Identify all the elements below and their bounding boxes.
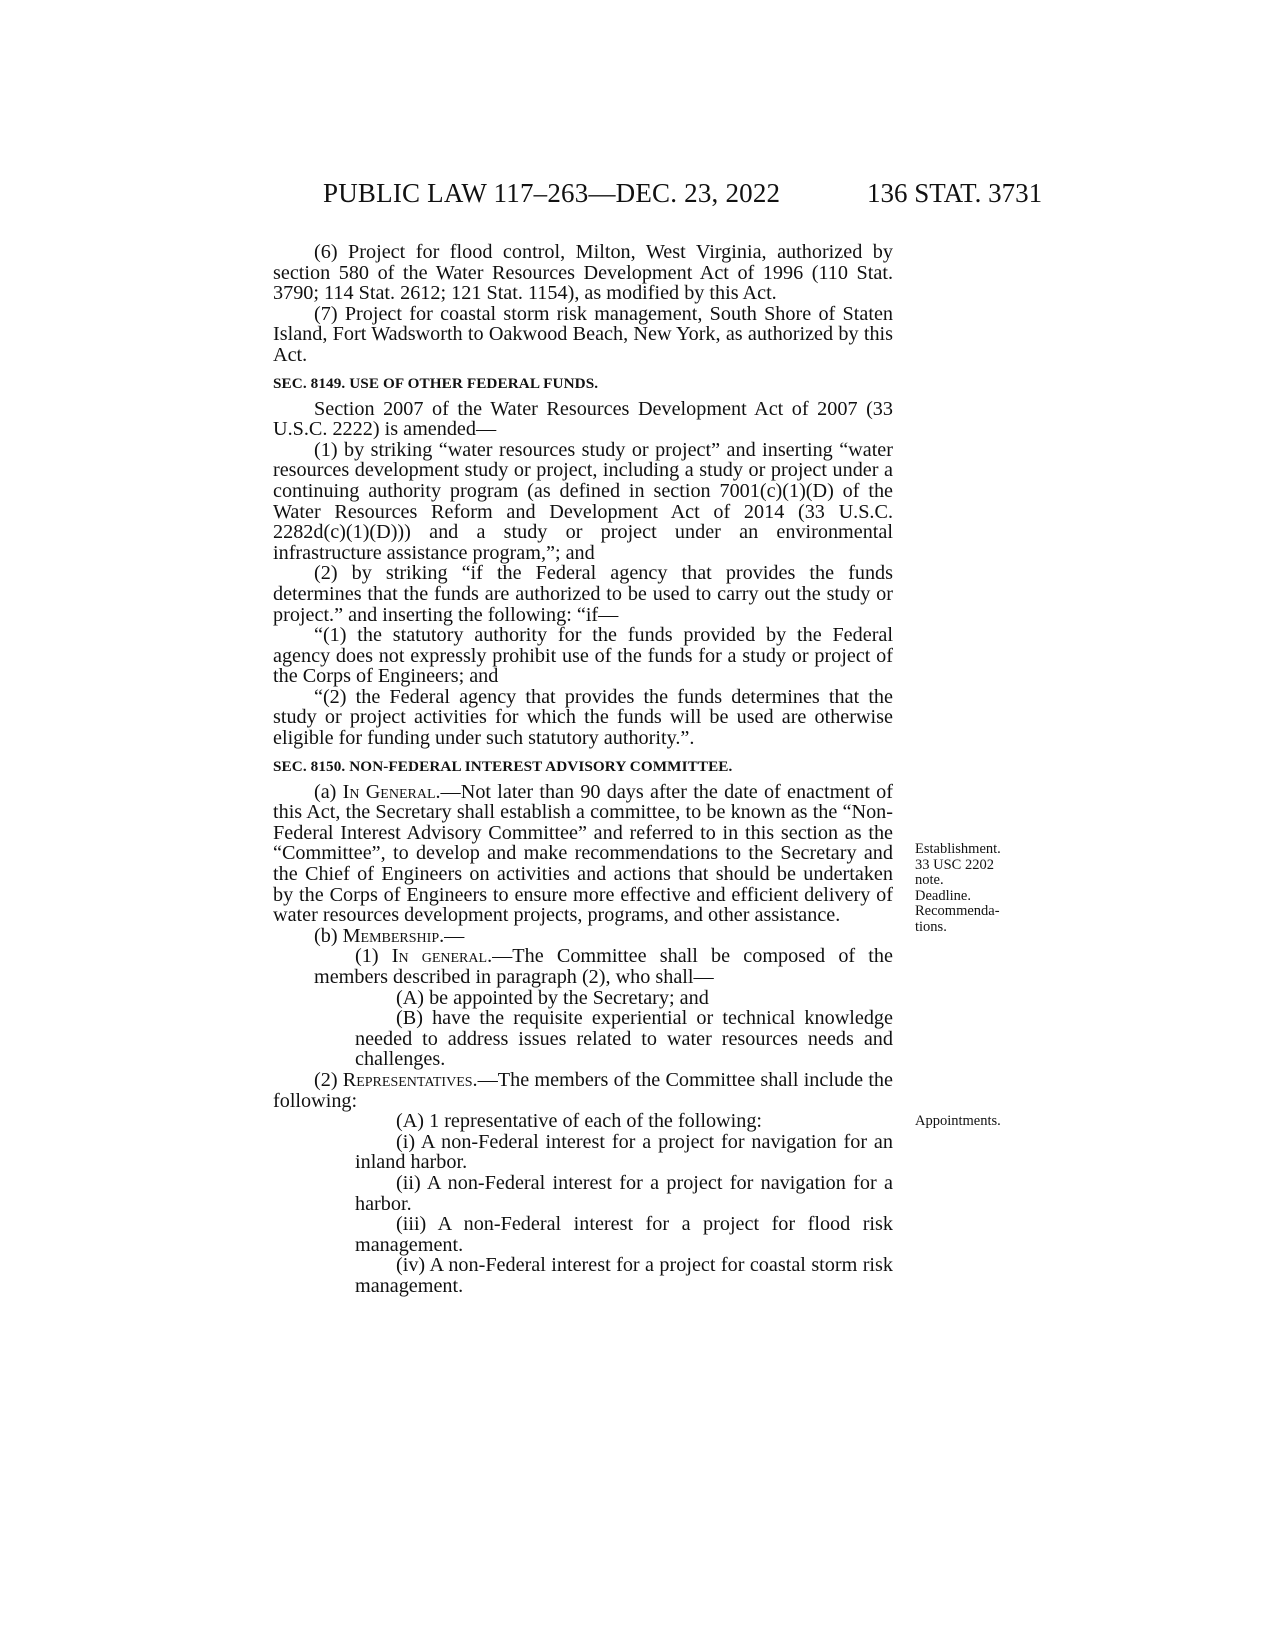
paragraph-6: (6) Project for flood control, Milton, West Virginia, authorized by section 580 of the Water Resources Development Act of 1996 (110 Stat. 3790; 114 Stat. 2612; 121 Stat. 1154), as modified by this Act.: [273, 241, 893, 305]
header-title: PUBLIC LAW 117–263—DEC. 23, 2022: [323, 178, 781, 208]
paragraph-b1-caption: In general: [391, 945, 488, 968]
paragraph-b1-label: (1): [355, 945, 392, 968]
subparagraph-b2-A: (A) 1 representative of each of the following:: [396, 1110, 763, 1133]
paragraph-b2-text: .—The members of the Committee shall include the following:: [273, 1068, 893, 1112]
margin-note-deadline: Deadline.: [915, 887, 971, 904]
paragraph-b1: [314, 946, 893, 987]
section-8149-intro: Section 2007 of the Water Resources Development Act of 2007 (33 U.S.C. 2222) is amended—: [273, 397, 893, 441]
subsection-b: [273, 926, 893, 947]
clause-b2-A-iv: (iv) A non-Federal interest for a project for coastal storm risk management.: [355, 1254, 893, 1297]
subparagraph-b1-B: (B) have the requisite experiential or technical knowledge needed to address issues related to water resources needs and challenges.: [355, 1007, 893, 1071]
margin-note-recommendations-1: Recommenda-: [915, 903, 1000, 919]
header-page-number: 136 STAT. 3731: [867, 178, 1043, 208]
subsection-a-label: (a): [314, 780, 343, 803]
section-8149-item-1: (1) by striking “water resources study or project” and inserting “water resources development study or project, including a study or project under a continuing authority program (as defined in section 7001(c)(1)(D) of the Water Resources Reform and Development Act of 2014 (33 U.S.C. 2282d(c)(1)(D))) and a study or project under an environmental infrastructure assistance program,”; and: [273, 438, 893, 564]
paragraph-b2-caption: Representatives: [342, 1068, 473, 1091]
paragraph-b1-text: .—The Committee shall be composed of the members described in paragraph (2), who shall—: [314, 945, 893, 988]
document-body: [273, 242, 893, 1297]
margin-note-usc-citation: 33 USC 2202: [915, 856, 994, 873]
subparagraph-b1-A: (A) be appointed by the Secretary; and: [396, 986, 709, 1009]
margin-note-establishment: Establishment.: [915, 841, 1001, 857]
subsection-b-text: .—: [439, 924, 465, 947]
margin-note-recommendations-2: tions.: [915, 918, 947, 935]
clause-b2-A-i: (i) A non-Federal interest for a project for navigation for an inland harbor.: [355, 1130, 893, 1174]
section-8149-quoted-1: “(1) the statutory authority for the funds provided by the Federal agency does not expressly prohibit use of the funds for a study or project of the Corps of Engineers; and: [273, 624, 893, 688]
subsection-b-caption: Membership: [342, 924, 440, 947]
paragraph-b2: [273, 1070, 893, 1111]
paragraph-7: (7) Project for coastal storm risk management, South Shore of Staten Island, Fort Wadsworth to Oakwood Beach, New York, as authorized by this Act.: [273, 302, 893, 366]
section-8149-heading: SEC. 8149. USE OF OTHER FEDERAL FUNDS.: [273, 374, 599, 392]
subsection-a-text: .—Not later than 90 days after the date of enactment of this Act, the Secretary shall establish a committee, to be known as the “Non-Federal Interest Advisory Committee” and referred to in this section as the “Committee”, to develop and make recommendations to the Secretary and the Chief of Engineers on activities and actions that should be undertaken by the Corps of Engineers to ensure more effective and efficient delivery of water resources development projects, programs, and other assistance.: [273, 780, 893, 927]
subsection-b-label: (b): [314, 924, 343, 947]
paragraph-b2-label: (2): [314, 1068, 343, 1091]
clause-b2-A-iii: (iii) A non-Federal interest for a project for flood risk management.: [355, 1213, 893, 1256]
section-8149-item-2: (2) by striking “if the Federal agency that provides the funds determines that the funds are authorized to be used to carry out the study or project.” and inserting the following: “if—: [273, 562, 893, 626]
section-8150-heading: SEC. 8150. NON-FEDERAL INTEREST ADVISORY COMMITTEE.: [273, 757, 733, 775]
clause-b2-A-ii: (ii) A non-Federal interest for a project for navigation for a harbor.: [355, 1171, 893, 1215]
margin-note-appointments: Appointments.: [915, 1113, 1001, 1129]
margin-note-note: note.: [915, 872, 944, 888]
section-8149-quoted-2: “(2) the Federal agency that provides the funds determines that the study or project activities for which the funds will be used are otherwise eligible for funding under such statutory authority.”.: [273, 685, 893, 750]
page-header: [0, 178, 1275, 218]
subsection-a-caption: In General: [342, 780, 436, 803]
margin-notes-section-8150: [915, 842, 1055, 935]
subsection-a: [273, 782, 893, 926]
